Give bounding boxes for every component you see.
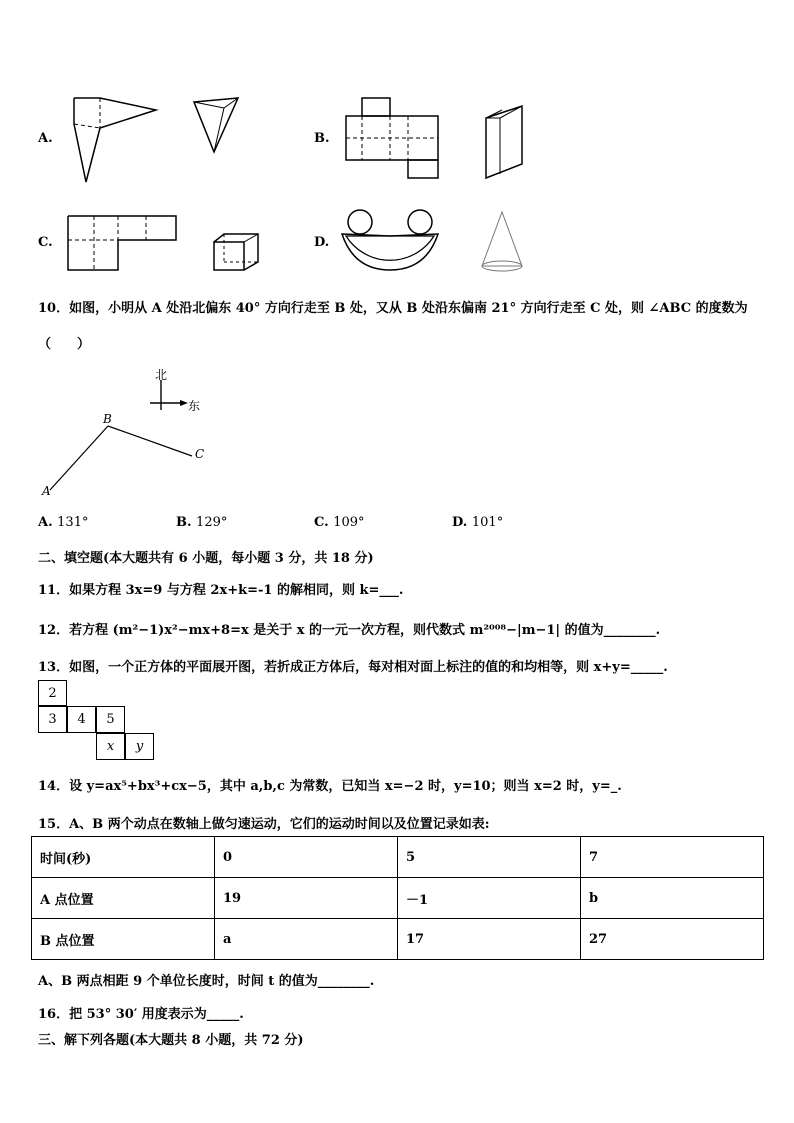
- q10-direction-figure: [40, 364, 220, 496]
- table-cell: 17: [398, 919, 581, 960]
- q12-text: 12．若方程 (m²−1)x²−mx+8=x 是关于 x 的一元一次方程，则代数式 m²⁰⁰⁸−|m−1| 的值为________.: [38, 623, 661, 638]
- option-a-label: A.: [38, 131, 53, 146]
- net-cell: 3: [38, 706, 67, 733]
- table-cell: －1: [398, 878, 581, 919]
- q14-text: 14．设 y=ax⁵+bx³+cx−5，其中 a,b,c 为常数，已知当 x=−2 时，y=10；则当 x=2 时，y=_.: [38, 779, 622, 794]
- net-cell: 2: [38, 680, 67, 706]
- q15-table: [31, 836, 764, 960]
- net-cell: 4: [67, 706, 96, 733]
- q10-choice-c[interactable]: C. 109°: [314, 515, 365, 530]
- q15-stem: 15．A、B 两个动点在数轴上做匀速运动，它们的运动时间以及位置记录如表:: [38, 817, 490, 832]
- option-c-figure: [66, 214, 266, 274]
- q10-choice-d[interactable]: D. 101°: [452, 515, 504, 530]
- table-cell: a: [215, 919, 398, 960]
- q11-text: 11．如果方程 3x=9 与方程 2x+k=-1 的解相同，则 k=___.: [38, 583, 404, 598]
- compass-east-label: 东: [188, 399, 201, 413]
- option-c-label: C.: [38, 235, 53, 250]
- table-cell: b: [581, 878, 764, 919]
- table-cell: B 点位置: [32, 919, 215, 960]
- table-row: [32, 919, 764, 960]
- table-cell: 27: [581, 919, 764, 960]
- option-b-label: B.: [314, 131, 330, 146]
- option-b-figure: [344, 96, 534, 186]
- table-cell: 时间(秒): [32, 837, 215, 878]
- net-cell: 5: [96, 706, 125, 733]
- table-cell: A 点位置: [32, 878, 215, 919]
- q15-question: A、B 两点相距 9 个单位长度时，时间 t 的值为________.: [38, 974, 375, 989]
- table-cell: 5: [398, 837, 581, 878]
- net-cell: y: [125, 733, 154, 760]
- point-a-label: A: [42, 484, 51, 498]
- q10-paren: （ ）: [38, 337, 91, 352]
- table-row: [32, 837, 764, 878]
- table-cell: 0: [215, 837, 398, 878]
- option-d-figure: [340, 206, 540, 276]
- option-a-figure: [66, 94, 246, 186]
- table-cell: 19: [215, 878, 398, 919]
- q10-choice-a[interactable]: A. 131°: [38, 515, 89, 530]
- point-c-label: C: [195, 447, 205, 461]
- q13-stem: 13．如图，一个正方体的平面展开图，若折成正方体后，每对相对面上标注的值的和均相等，则 x+y=_____.: [38, 660, 668, 675]
- q10-stem: 10．如图，小明从 A 处沿北偏东 40° 方向行走至 B 处，又从 B 处沿东偏南 21° 方向行走至 C 处，则 ∠ABC 的度数为: [38, 301, 748, 316]
- point-b-label: B: [103, 412, 112, 426]
- section-3-heading: 三、解下列各题(本大题共 8 小题，共 72 分): [38, 1033, 304, 1048]
- compass-north-label: 北: [155, 368, 168, 382]
- q16-text: 16．把 53° 30′ 用度表示为_____.: [38, 1007, 244, 1022]
- q10-choice-b[interactable]: B. 129°: [176, 515, 228, 530]
- table-cell: 7: [581, 837, 764, 878]
- table-row: [32, 878, 764, 919]
- section-2-heading: 二、填空题(本大题共有 6 小题，每小题 3 分，共 18 分): [38, 551, 374, 566]
- option-d-label: D.: [314, 235, 330, 250]
- net-cell: x: [96, 733, 125, 760]
